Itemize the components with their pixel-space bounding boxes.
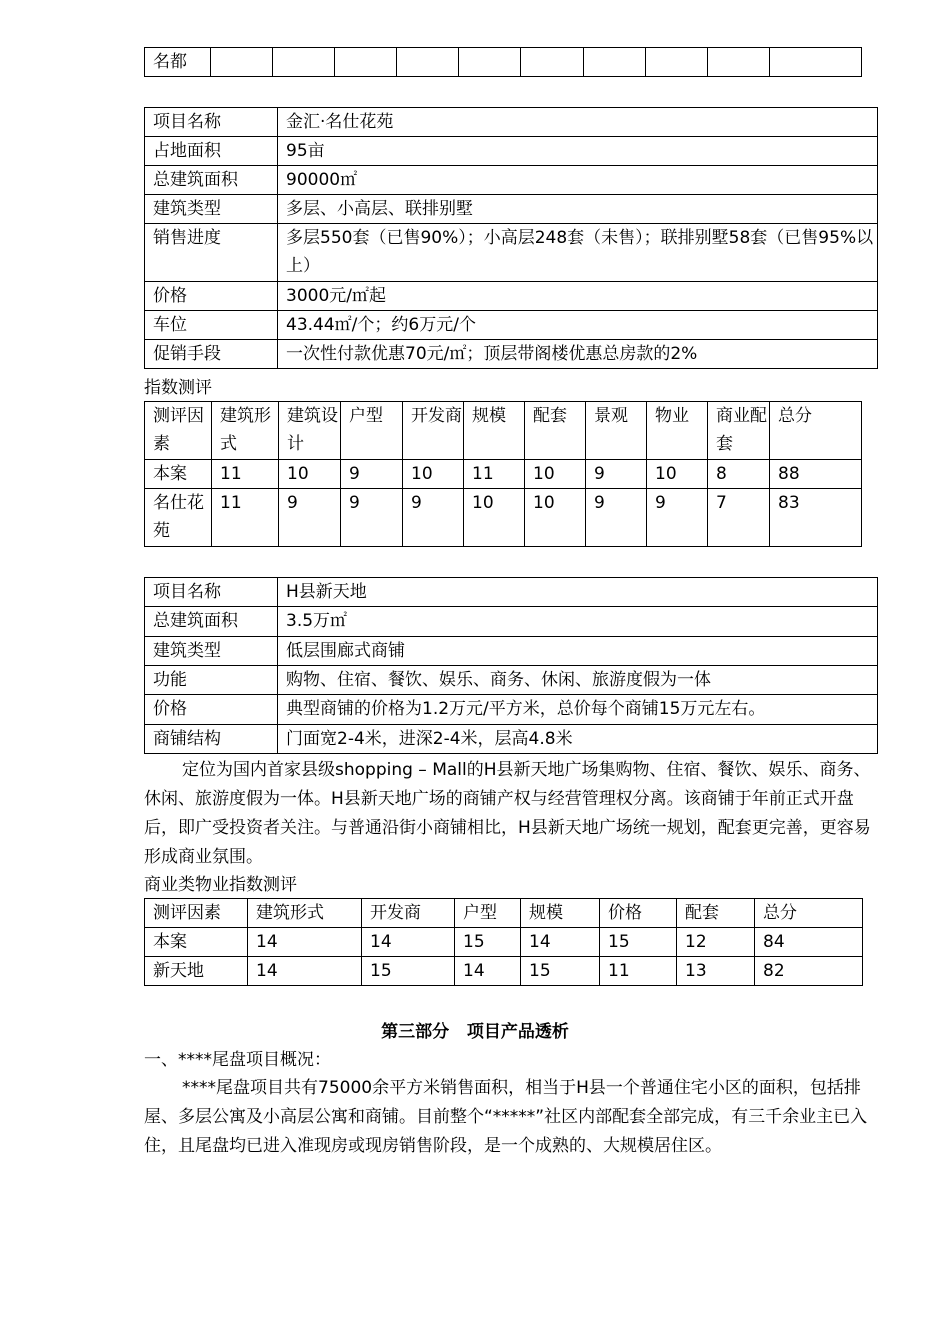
table-cell bbox=[335, 48, 397, 77]
table-cell: 83 bbox=[770, 489, 862, 547]
table-cell bbox=[707, 48, 769, 77]
xintiandi-info-table bbox=[144, 577, 878, 754]
table-row bbox=[145, 108, 878, 137]
table-row bbox=[145, 224, 878, 282]
row-label: 价格 bbox=[145, 282, 278, 311]
table-row bbox=[145, 637, 878, 666]
row-label: 建筑类型 bbox=[145, 637, 278, 666]
table-cell: 11 bbox=[212, 489, 279, 547]
section-heading: 第三部分 项目产品透析 bbox=[381, 1022, 569, 1042]
table-cell bbox=[521, 48, 583, 77]
table-row bbox=[145, 725, 878, 754]
table-cell: 9 bbox=[403, 489, 464, 547]
table-cell bbox=[583, 48, 645, 77]
header-cell: 开发商 bbox=[362, 899, 455, 928]
row-label: 价格 bbox=[145, 695, 278, 725]
mingshi-info-table bbox=[144, 107, 878, 369]
table-cell: 10 bbox=[525, 460, 586, 489]
table-cell: 11 bbox=[600, 957, 677, 986]
header-cell: 物业 bbox=[647, 402, 708, 460]
row-value: 购物、住宿、餐饮、娱乐、商务、休闲、旅游度假为一体 bbox=[278, 666, 878, 695]
table-cell: 14 bbox=[248, 957, 362, 986]
row-value: 43.44㎡/个；约6万元/个 bbox=[278, 311, 878, 340]
table-cell: 15 bbox=[455, 928, 521, 957]
table-header-row bbox=[145, 899, 863, 928]
table-row bbox=[145, 489, 862, 547]
row-label: 项目名称 bbox=[145, 108, 278, 137]
header-cell: 测评因素 bbox=[145, 402, 212, 460]
table-cell: 14 bbox=[455, 957, 521, 986]
header-cell: 建筑形式 bbox=[212, 402, 279, 460]
table-cell: 8 bbox=[708, 460, 770, 489]
paragraph-overview: ****尾盘项目共有75000余平方米销售面积，相当于H县一个普通住宅小区的面积，包括排屋、多层公寓及小高层公寓和商铺。目前整个“*****”社区内部配套全部完成，有三千余业主已入住，且尾盘均已进入准现房或现房销售阶段，是一个成熟的、大规模居住区。 bbox=[144, 1078, 868, 1156]
table-row bbox=[145, 928, 863, 957]
row-label: 总建筑面积 bbox=[145, 166, 278, 195]
table-cell: 新天地 bbox=[145, 957, 248, 986]
row-value: 3000元/㎡起 bbox=[278, 282, 878, 311]
table-cell: 9 bbox=[586, 460, 647, 489]
table-cell bbox=[645, 48, 707, 77]
table-cell: 10 bbox=[647, 460, 708, 489]
table-cell: 82 bbox=[755, 957, 863, 986]
table-row bbox=[145, 695, 878, 725]
header-cell: 配套 bbox=[525, 402, 586, 460]
index1-table bbox=[144, 401, 862, 547]
table-cell: 10 bbox=[279, 460, 341, 489]
table-cell: 13 bbox=[677, 957, 755, 986]
table-cell: 12 bbox=[677, 928, 755, 957]
paragraph-xintiandi: 定位为国内首家县级shopping – Mall的H县新天地广场集购物、住宿、餐饮、娱乐、商务、休闲、旅游度假为一体。H县新天地广场的商铺产权与经营管理权分离。该商铺于年前正式开盘后，即广受投资者关注。与普通沿街小商铺相比，H县新天地广场统一规划，配套更完善，更容易形成商业氛围。 bbox=[144, 760, 871, 867]
header-cell: 建筑形式 bbox=[248, 899, 362, 928]
row-value: 门面宽2-4米，进深2-4米，层高4.8米 bbox=[278, 725, 878, 754]
table-header-row bbox=[145, 402, 862, 460]
index2-caption: 商业类物业指数测评 bbox=[144, 875, 297, 895]
table-cell: 名仕花苑 bbox=[145, 489, 212, 547]
row-value: 典型商铺的价格为1.2万元/平方米，总价每个商铺15万元左右。 bbox=[278, 695, 878, 725]
header-cell: 测评因素 bbox=[145, 899, 248, 928]
header-cell: 户型 bbox=[341, 402, 403, 460]
table-cell: 11 bbox=[464, 460, 525, 489]
table-row bbox=[145, 282, 878, 311]
table-cell: 14 bbox=[521, 928, 600, 957]
header-cell: 景观 bbox=[586, 402, 647, 460]
table-cell: 88 bbox=[770, 460, 862, 489]
table-cell bbox=[211, 48, 273, 77]
table-cell: 14 bbox=[362, 928, 455, 957]
subheading: 一、****尾盘项目概况： bbox=[144, 1050, 331, 1070]
row-label: 建筑类型 bbox=[145, 195, 278, 224]
row-value: 金汇·名仕花苑 bbox=[278, 108, 878, 137]
header-cell: 价格 bbox=[600, 899, 677, 928]
row-label: 项目名称 bbox=[145, 578, 278, 607]
table-cell bbox=[397, 48, 459, 77]
table-cell: 10 bbox=[525, 489, 586, 547]
header-cell: 规模 bbox=[521, 899, 600, 928]
table-row bbox=[145, 607, 878, 637]
row-label: 销售进度 bbox=[145, 224, 278, 282]
table-cell bbox=[273, 48, 335, 77]
table-row bbox=[145, 311, 878, 340]
row-label: 功能 bbox=[145, 666, 278, 695]
table-cell: 84 bbox=[755, 928, 863, 957]
row-value: 多层、小高层、联排别墅 bbox=[278, 195, 878, 224]
index1-caption: 指数测评 bbox=[144, 378, 212, 398]
top-table bbox=[144, 47, 862, 77]
table-cell: 10 bbox=[464, 489, 525, 547]
table-cell bbox=[459, 48, 521, 77]
row-label: 商铺结构 bbox=[145, 725, 278, 754]
header-cell: 建筑设计 bbox=[279, 402, 341, 460]
table-cell: 名都 bbox=[145, 48, 211, 77]
header-cell: 总分 bbox=[770, 402, 862, 460]
header-cell: 商业配套 bbox=[708, 402, 770, 460]
row-value: 90000㎡ bbox=[278, 166, 878, 195]
table-cell: 10 bbox=[403, 460, 464, 489]
header-cell: 配套 bbox=[677, 899, 755, 928]
table-cell: 9 bbox=[279, 489, 341, 547]
table-row bbox=[145, 578, 878, 607]
table-row bbox=[145, 137, 878, 166]
table-row bbox=[145, 195, 878, 224]
index2-table bbox=[144, 898, 863, 986]
table-cell: 11 bbox=[212, 460, 279, 489]
table-cell: 9 bbox=[341, 460, 403, 489]
table-row bbox=[145, 666, 878, 695]
table-cell: 9 bbox=[647, 489, 708, 547]
table-cell: 7 bbox=[708, 489, 770, 547]
table-row bbox=[145, 340, 878, 369]
table-row bbox=[145, 957, 863, 986]
row-value: 低层围廊式商铺 bbox=[278, 637, 878, 666]
table-cell: 本案 bbox=[145, 460, 212, 489]
table-cell: 15 bbox=[521, 957, 600, 986]
table-cell: 15 bbox=[362, 957, 455, 986]
row-label: 促销手段 bbox=[145, 340, 278, 369]
table-row bbox=[145, 166, 878, 195]
row-value: 95亩 bbox=[278, 137, 878, 166]
table-cell: 9 bbox=[586, 489, 647, 547]
row-label: 占地面积 bbox=[145, 137, 278, 166]
row-value: H县新天地 bbox=[278, 578, 878, 607]
table-cell: 本案 bbox=[145, 928, 248, 957]
header-cell: 户型 bbox=[455, 899, 521, 928]
table-cell: 14 bbox=[248, 928, 362, 957]
row-label: 车位 bbox=[145, 311, 278, 340]
table-cell: 9 bbox=[341, 489, 403, 547]
table-cell: 15 bbox=[600, 928, 677, 957]
table-row bbox=[145, 460, 862, 489]
row-value: 3.5万㎡ bbox=[278, 607, 878, 637]
row-value: 一次性付款优惠70元/㎡；顶层带阁楼优惠总房款的2% bbox=[278, 340, 878, 369]
table-cell bbox=[769, 48, 861, 77]
row-label: 总建筑面积 bbox=[145, 607, 278, 637]
header-cell: 开发商 bbox=[403, 402, 464, 460]
header-cell: 总分 bbox=[755, 899, 863, 928]
header-cell: 规模 bbox=[464, 402, 525, 460]
row-value: 多层550套（已售90%）；小高层248套（未售）；联排别墅58套（已售95%以上） bbox=[278, 224, 878, 282]
